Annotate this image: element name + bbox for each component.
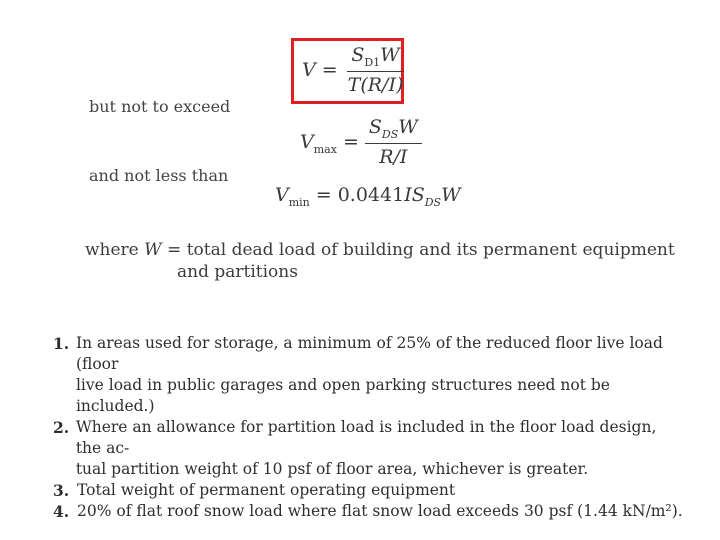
label-not-exceed: but not to exceed [89, 97, 231, 116]
equation-vmin [275, 184, 461, 209]
numerator: $S_{D1}W$ [347, 44, 403, 72]
vmin-expression: $0.0441IS_{DS}W$ [337, 184, 461, 209]
equation-base-shear [302, 44, 407, 96]
where-def-line1: = total dead load of building and its permanent equipment [167, 240, 675, 260]
label-not-less: and not less than [89, 166, 229, 185]
numerator: $S_{DS}W$ [365, 116, 422, 144]
equals-sign: = [315, 184, 332, 206]
where-word: where [85, 240, 139, 260]
v-symbol: V [302, 59, 316, 81]
where-definition [85, 240, 675, 260]
equation-vmax [300, 116, 422, 168]
denominator: R/I [379, 146, 408, 168]
where-def-line2: and partitions [177, 262, 298, 282]
fraction [365, 116, 422, 168]
equals-sign: = [321, 59, 338, 81]
list-item: 2. Where an allowance for partition load is included in the floor load design, the ac- tual partition weight of 10 psf of floor area, whichever is greater. [53, 418, 657, 478]
equals-sign: = [342, 131, 359, 153]
list-item: 3. Total weight of permanent operating equipment [53, 481, 456, 500]
numbered-list [53, 333, 683, 522]
vmin-symbol: $V_{min}$ [275, 184, 310, 209]
fraction [344, 44, 408, 96]
where-w-symbol: W [144, 240, 162, 260]
list-item: 1. In areas used for storage, a minimum of 25% of the reduced floor live load (floor live load in public garages and open parking structures need not be included.) [53, 334, 663, 415]
list-item: 4. 20% of flat roof snow load where flat snow load exceeds 30 psf (1.44 kN/m²). [53, 502, 683, 521]
vmax-symbol: $V_{max}$ [300, 131, 337, 156]
denominator: T(R/I) [347, 74, 404, 96]
